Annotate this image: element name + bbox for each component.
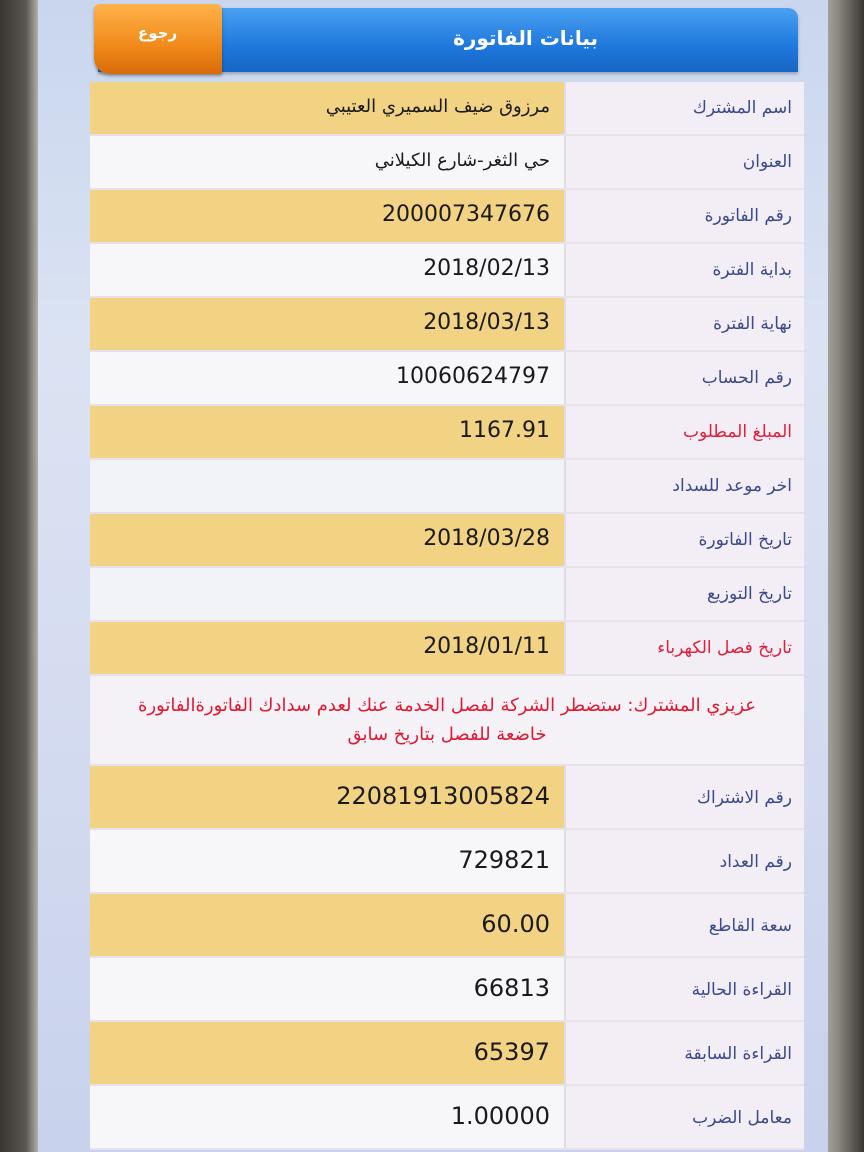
field-value: 200007347676 <box>90 190 564 242</box>
table-row-current-reading <box>90 958 804 1022</box>
field-value: 729821 <box>90 830 564 892</box>
table-row-invoice-number <box>90 190 804 244</box>
screen <box>38 0 828 1152</box>
table-row-breaker-capacity <box>90 894 804 958</box>
field-value: 65397 <box>90 1022 564 1084</box>
field-label: بداية الفترة <box>564 244 804 296</box>
field-label: اسم المشترك <box>564 82 804 134</box>
back-button[interactable] <box>94 4 222 74</box>
table-row-period-start <box>90 244 804 298</box>
field-value: 1167.91 <box>90 406 564 458</box>
back-button-label: رجوع <box>138 24 178 42</box>
table-row-subscription-number <box>90 766 804 830</box>
field-value: 1.00000 <box>90 1086 564 1148</box>
field-value: 22081913005824 <box>90 766 564 828</box>
table-row-previous-reading <box>90 1022 804 1086</box>
field-value: 10060624797 <box>90 352 564 404</box>
table-row-address <box>90 136 804 190</box>
table-row-disconnection-date <box>90 622 804 676</box>
field-value: حي الثغر-شارع الكيلاني <box>90 136 564 188</box>
field-label: رقم الاشتراك <box>564 766 804 828</box>
field-label: رقم الفاتورة <box>564 190 804 242</box>
table-row-meter-number <box>90 830 804 894</box>
field-label: القراءة الحالية <box>564 958 804 1020</box>
field-label: العنوان <box>564 136 804 188</box>
table-row-subscriber-name <box>90 82 804 136</box>
field-value: 66813 <box>90 958 564 1020</box>
table-row-due-date <box>90 460 804 514</box>
field-label: تاريخ الفاتورة <box>564 514 804 566</box>
field-value: 60.00 <box>90 894 564 956</box>
field-label: معامل الضرب <box>564 1086 804 1148</box>
table-row-multiplier <box>90 1086 804 1150</box>
field-value: 2018/03/28 <box>90 514 564 566</box>
table-row-amount-due <box>90 406 804 460</box>
meter-table <box>90 766 804 1150</box>
field-label: نهاية الفترة <box>564 298 804 350</box>
field-value <box>90 568 564 620</box>
field-label: المبلغ المطلوب <box>564 406 804 458</box>
field-label: تاريخ التوزيع <box>564 568 804 620</box>
field-label: سعة القاطع <box>564 894 804 956</box>
disconnection-notice: عزيزي المشترك: ستضطر الشركة لفصل الخدمة عنك لعدم سدادك الفاتورةالفاتورة خاضعة للفصل بتاريخ سابق <box>90 676 804 766</box>
field-value: مرزوق ضيف السميري العتيبي <box>90 82 564 134</box>
table-row-account-number <box>90 352 804 406</box>
field-label: رقم العداد <box>564 830 804 892</box>
table-row-invoice-date <box>90 514 804 568</box>
invoice-table <box>90 82 804 1150</box>
field-label: القراءة السابقة <box>564 1022 804 1084</box>
field-value: 2018/01/11 <box>90 622 564 674</box>
page-title: بيانات الفاتورة <box>453 26 598 50</box>
field-value <box>90 460 564 512</box>
field-label: رقم الحساب <box>564 352 804 404</box>
table-row-distribution-date <box>90 568 804 622</box>
field-label: تاريخ فصل الكهرباء <box>564 622 804 674</box>
field-value: 2018/03/13 <box>90 298 564 350</box>
table-row-period-end <box>90 298 804 352</box>
field-label: اخر موعد للسداد <box>564 460 804 512</box>
field-value: 2018/02/13 <box>90 244 564 296</box>
